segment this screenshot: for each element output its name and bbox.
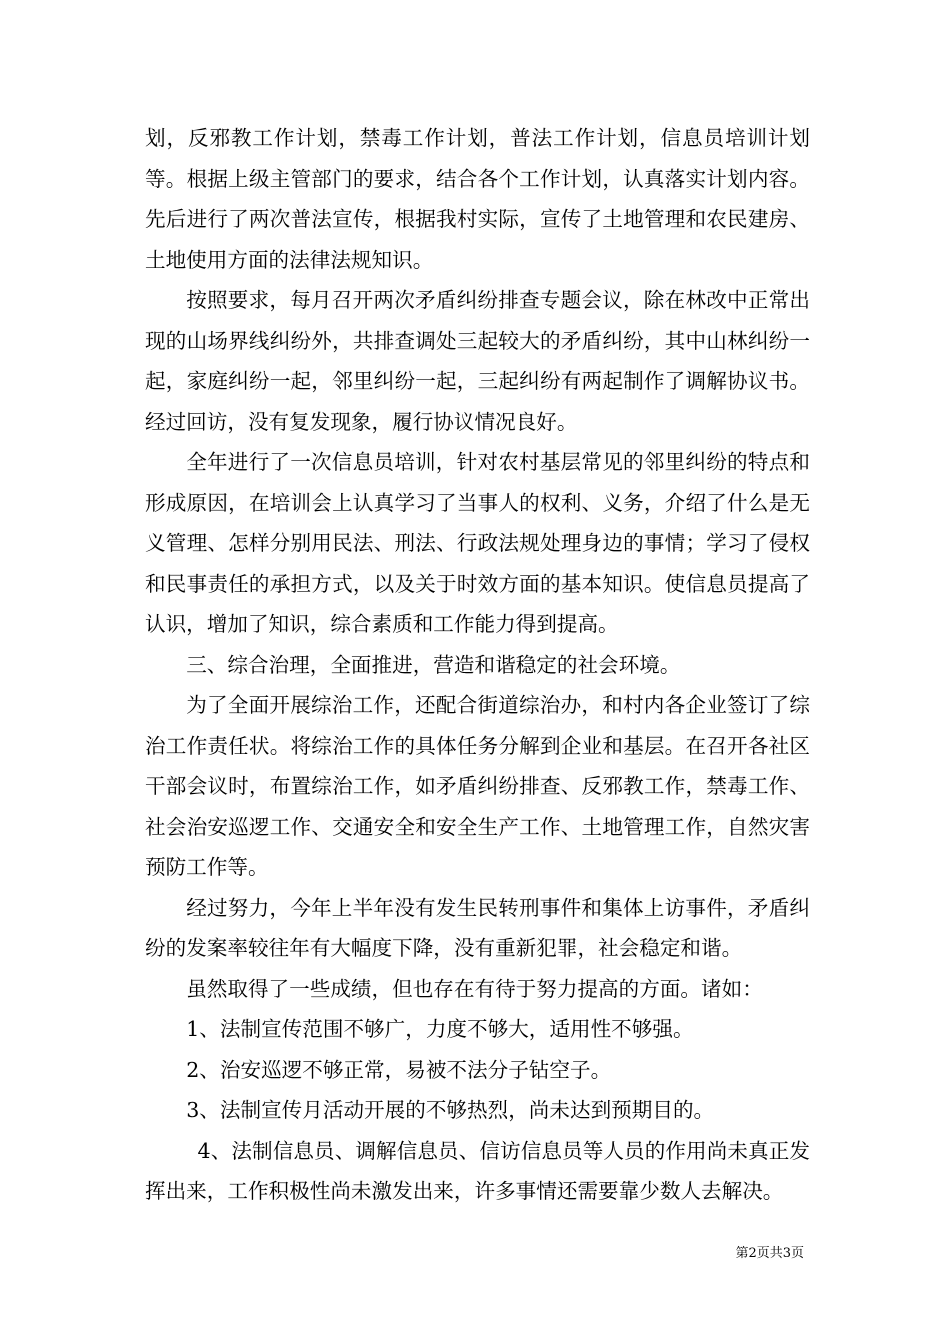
page-number-footer: 第2页共3页 [735, 1246, 804, 1261]
list-item-shortcoming-3: 3、法制宣传月活动开展的不够热烈，尚未达到预期目的。 [186, 1098, 715, 1122]
paragraph-governance-work: 为了全面开展综治工作，还配合街道综治办，和村内各企业签订了综治工作责任状。将综治工作的具体任务分解到企业和基层。在召开各社区干部会议时，布置综治工作，如矛盾纠纷排查、反邪教工作，禁毒工作、社会治安巡逻工作、交通安全和安全生产工作、土地管理工作，自然灾害预防工作等。 [145, 693, 810, 879]
document-body [145, 118, 810, 1212]
list-item-shortcoming-1: 1、法制宣传范围不够广，力度不够大，适用性不够强。 [186, 1017, 694, 1041]
paragraph-results: 经过努力，今年上半年没有发生民转刑事件和集体上访事件，矛盾纠纷的发案率较往年有大幅度下降，没有重新犯罪，社会稳定和谐。 [145, 895, 810, 960]
list-item-shortcoming-2: 2、治安巡逻不够正常，易被不法分子钻空子。 [186, 1057, 612, 1082]
paragraph-plan-continuation: 划，反邪教工作计划，禁毒工作计划，普法工作计划，信息员培训计划等。根据上级主管部门的要求，结合各个工作计划，认真落实计划内容。先后进行了两次普法宣传，根据我村实际，宣传了土地管理和农民建房、土地使用方面的法律法规知识。 [145, 126, 810, 272]
paragraph-dispute-meetings: 按照要求，每月召开两次矛盾纠纷排查专题会议，除在林改中正常出现的山场界线纠纷外，共排查调处三起较大的矛盾纠纷，其中山林纠纷一起，家庭纠纷一起，邻里纠纷一起，三起纠纷有两起制作了调解协议书。经过回访，没有复发现象，履行协议情况良好。 [145, 288, 810, 434]
list-item-shortcoming-4: 4、法制信息员、调解信息员、信访信息员等人员的作用尚未真正发挥出来，工作积极性尚未激发出来，许多事情还需要靠少数人去解决。 [145, 1138, 810, 1203]
paragraph-informant-training: 全年进行了一次信息员培训，针对农村基层常见的邻里纠纷的特点和形成原因，在培训会上认真学习了当事人的权利、义务，介绍了什么是无义管理、怎样分别用民法、刑法、行政法规处理身边的事情；学习了侵权和民事责任的承担方式，以及关于时效方面的基本知识。使信息员提高了认识，增加了知识，综合素质和工作能力得到提高。 [145, 450, 810, 636]
paragraph-shortcomings-intro: 虽然取得了一些成绩，但也存在有待于努力提高的方面。诸如： [186, 976, 763, 1001]
section-heading-comprehensive-governance: 三、综合治理，全面推进，营造和谐稳定的社会环境。 [186, 652, 681, 677]
